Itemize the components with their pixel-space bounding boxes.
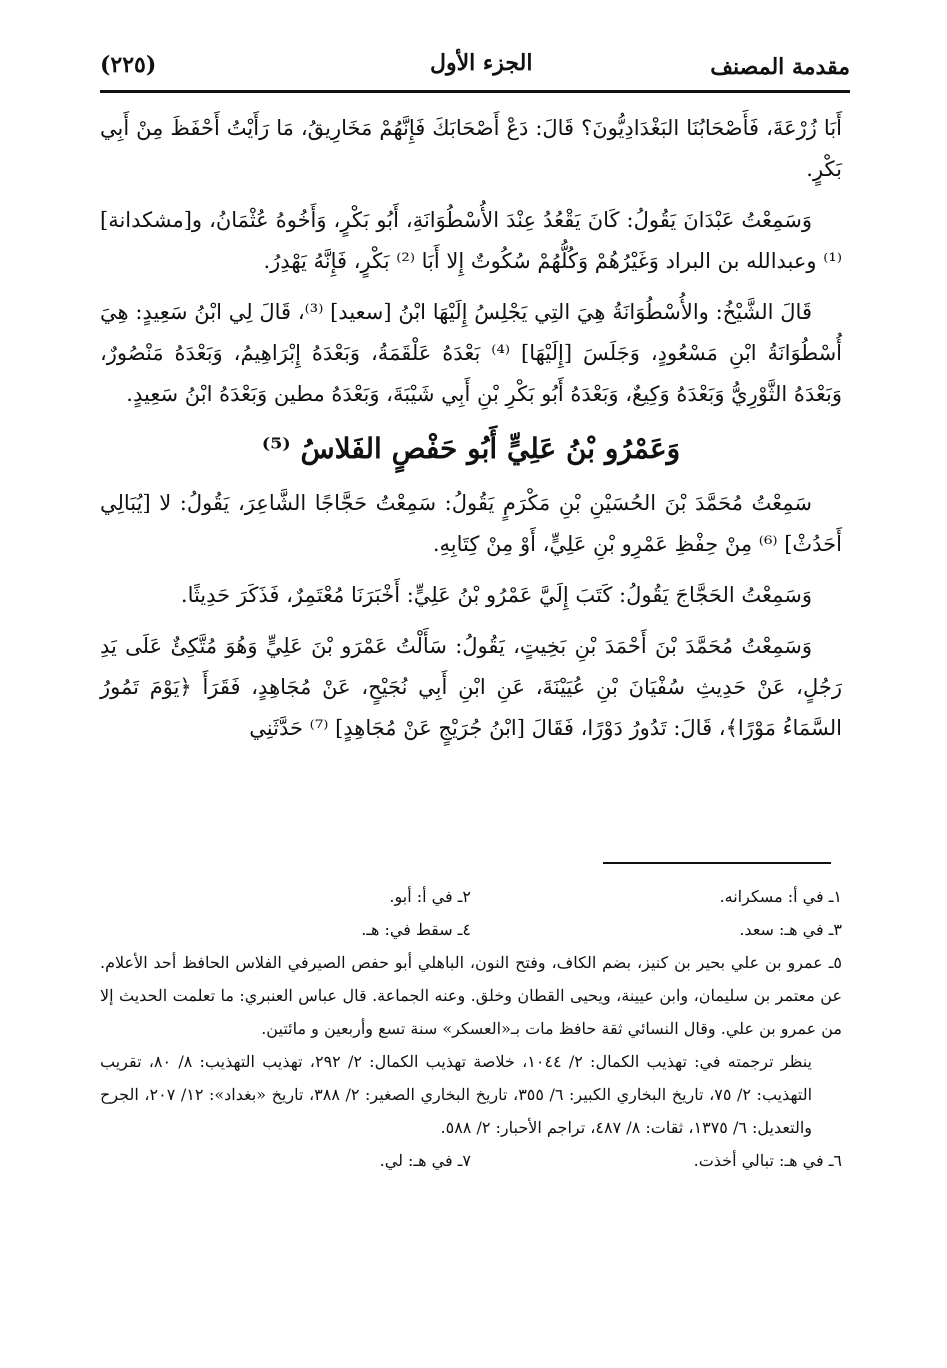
paragraph: قَالَ الشَّيْخُ: والأُسْطُوَانَةُ هِيَ التِي يَجْلِسُ إِلَيْهَا ابْنُ [سعيد] ⁽³⁾، قَالَ لِي ابْنُ سَعِيدٍ: هِيَ أُسْطُوَانَةُ ابْنِ مَسْعُودٍ، وَجَلَسَ [إِلَيْهَا] ⁽⁴⁾ بَعْدَهُ عَلْقَمَةُ، وَبَعْدَهُ إِبْرَاهِيمُ، وَبَعْدَهُ مَنْصُورٌ، وَبَعْدَهُ الثَّوْرِيُّ وَبَعْدَهُ وَكِيعٌ، وَبَعْدَهُ أَبُو بَكْرِ بْنِ أَبِي شَيْبَةَ، وَبَعْدَهُ مطين وَبَعْدَهُ ابْنُ سَعِيدٍ. xyxy=(100,300,842,406)
footnote-5-text: ٥ـ عمرو بن علي بحير بن كنيز، بضم الكاف، وفتح النون، الباهلي أبو حفص الصيرفي الفلاس الحافظ أحد الأعلام. عن معتمر بن سليمان، وابن عيينة، ويحيى القطان وخلق. وعنه الجماعة. قال عباس العنبري: ما تعلمت الحديث إلا من عمرو بن علي. وقال النسائي ثقة حافظ مات بـ«العسكر» سنة تسع وأربعين و مائتين. xyxy=(100,953,842,1038)
header-rule xyxy=(100,90,850,93)
header-section-title: مقدمة المصنف xyxy=(710,54,850,80)
footnote-3: ٣ـ في هـ: سعد. xyxy=(739,920,842,939)
footnote-row xyxy=(100,880,842,913)
footnote-row xyxy=(100,913,842,946)
footnote-5-references: ينظر ترجمته في: تهذيب الكمال: ٢/ ١٠٤٤، خلاصة تهذيب الكمال: ٢/ ٢٩٢، تهذيب التهذيب: ٨/ ٨٠، تقريب التهذيب: ٢/ ٧٥، تاريخ البخاري الكبير: ٦/ ٣٥٥، تاريخ البخاري الصغير: ٢/ ٣٨٨، تاريخ «بغداد»: ١٢/ ٢٠٧، الجرح والتعديل: ٦/ ١٣٧٥، ثقات: ٨/ ٤٨٧، تراجم الأحبار: ٢/ ٥٨٨. xyxy=(100,1052,813,1137)
paragraph: سَمِعْتُ مُحَمَّدَ بْنَ الحُسَيْنِ بْنِ مَكْرَمٍ يَقُولُ: سَمِعْتُ حَجَّاجًا الشَّاعِرَ، يَقُولُ: لا [يُبَالِي أَحَدُثْ] ⁽⁶⁾ مِنْ حِفْظِ عَمْرِو بْنِ عَلِيٍّ، أَوْ مِنْ كِتَابِهِ. xyxy=(100,491,842,556)
footnote-row xyxy=(100,1144,842,1177)
footnote-1: ١ـ في أ: مسكرانه. xyxy=(719,887,842,906)
footnote-7: ٧ـ في هـ: لي. xyxy=(379,1151,471,1170)
main-text xyxy=(100,108,842,759)
page-header xyxy=(100,46,850,90)
header-part-title: الجزء الأول xyxy=(430,50,533,76)
footnote-4: ٤ـ سقط في: هـ. xyxy=(361,920,471,939)
footnotes xyxy=(100,880,842,1177)
footnote-6: ٦ـ في هـ: تبالي أخذت. xyxy=(693,1151,842,1170)
section-title: وَعَمْرُو بْنُ عَلِيٍّ أَبُو حَفْصٍ الفَلاسُ ⁽⁵⁾ xyxy=(261,432,681,465)
paragraph: وَسَمِعْتُ عَبْدَانَ يَقُولُ: كَانَ يَقْعُدُ عِنْدَ الأُسْطُوَانَةِ، أَبُو بَكْرٍ، وَأَخُوهُ عُثْمَانُ، و[مشكدانة] ⁽¹⁾ وعبدالله بن البراد وَغَيْرُهُمْ وَكُلُّهُمْ سُكُوتٌ إِلا أَبَا ⁽²⁾ بَكْرٍ، فَإِنَّهُ يَهْدِرُ. xyxy=(100,208,842,273)
page-number: (٢٢٥) xyxy=(100,52,157,78)
paragraph: أَبَا زُرْعَةَ، فَأَصْحَابُنَا البَغْدَادِيُّونَ؟ قَالَ: دَعْ أَصْحَابَكَ فَإِنَّهُمْ مَخَارِيقُ، مَا رَأَيْتُ أَحْفَظَ مِنْ أَبِي بَكْرٍ. xyxy=(100,116,842,181)
paragraph: وَسَمِعْتُ الحَجَّاجَ يَقُولُ: كَتَبَ إِلَيَّ عَمْرُو بْنُ عَلِيٍّ: أَخْبَرَنَا مُعْتَمِرٌ، فَذَكَرَ حَدِيثًا. xyxy=(180,583,812,607)
footnote-rule xyxy=(603,862,831,864)
footnote-5 xyxy=(100,946,842,1144)
footnote-2: ٢ـ في أ: أبو. xyxy=(389,887,471,906)
paragraph: وَسَمِعْتُ مُحَمَّدَ بْنَ أَحْمَدَ بْنِ بَخِيتٍ، يَقُولُ: سَأَلْتُ عَمْرَو بْنَ عَلِيٍّ وَهُوَ مُتَّكِئٌ عَلَى يَدِ رَجُلٍ، عَنْ حَدِيثِ سُفْيَانَ بْنِ عُيَيْنَةَ، عَنِ ابْنِ أَبِي نُجَيْحٍ، عَنْ مُجَاهِدٍ، فَقَرَأَ ﴿يَوْمَ تَمُورُ السَّمَاءُ مَوْرًا﴾، قَالَ: تَدُورُ دَوْرًا، فَقَالَ [ابْنُ جُرَيْجٍ عَنْ مُجَاهِدٍ] ⁽⁷⁾ حَدَّثَنِي xyxy=(100,634,842,740)
